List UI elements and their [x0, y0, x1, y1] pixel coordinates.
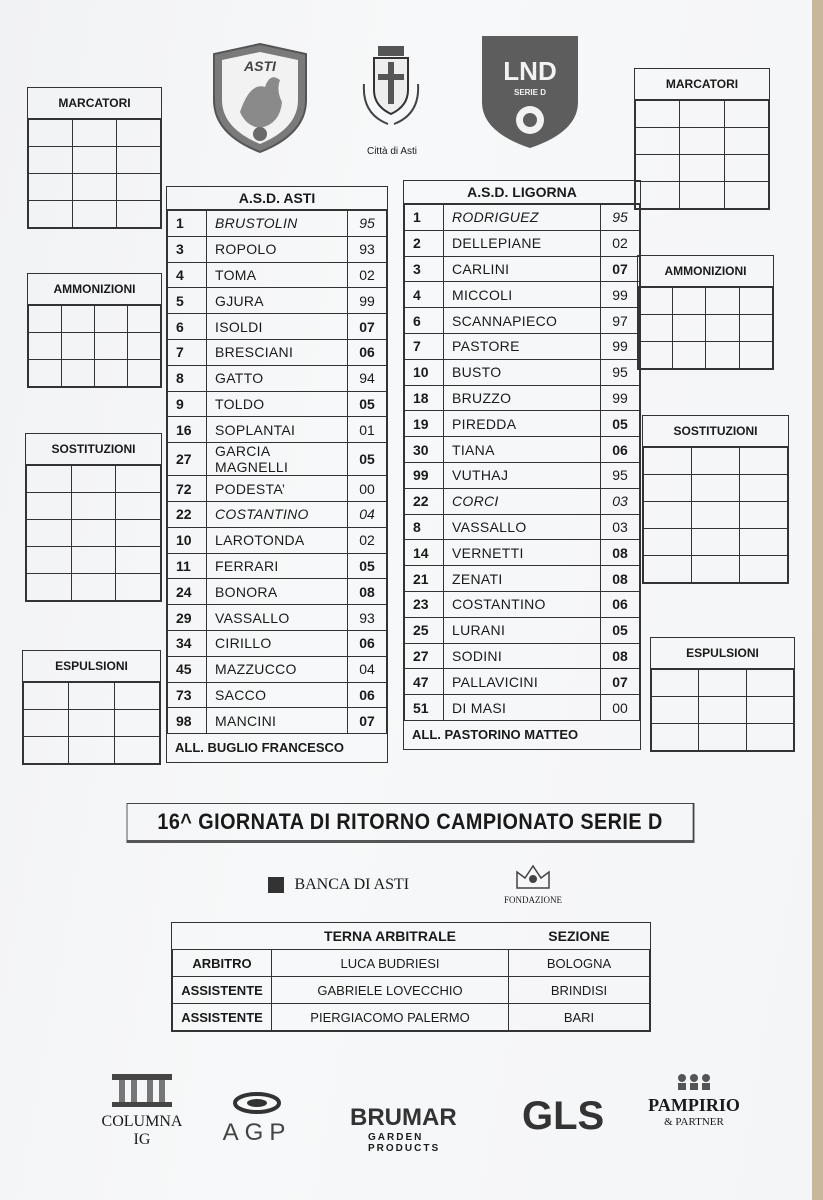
left-ammonizioni-box: [27, 273, 162, 388]
right-espulsioni-box: [650, 637, 795, 752]
birth-year: 06: [348, 339, 387, 365]
shirt-number: 27: [168, 443, 207, 476]
birth-year: 93: [348, 236, 387, 262]
box-title: SOSTITUZIONI: [26, 434, 161, 465]
player-name: VASSALLO: [444, 514, 601, 540]
referee-row: [173, 950, 650, 977]
matchday-banner: 16^ GIORNATA DI RITORNO CAMPIONATO SERIE D: [127, 803, 695, 843]
shirt-number: 3: [168, 236, 207, 262]
player-row: [405, 514, 640, 540]
shirt-number: 10: [405, 359, 444, 385]
shirt-number: 27: [405, 643, 444, 669]
player-row: [405, 591, 640, 617]
shirt-number: 14: [405, 540, 444, 566]
away-team-table: [403, 180, 641, 750]
shirt-number: 7: [405, 333, 444, 359]
pampirio-sub: & PARTNER: [664, 1116, 724, 1128]
shirt-number: 4: [405, 282, 444, 308]
pampirio-text: PAMPIRIO: [648, 1095, 740, 1115]
fondazione-text: FONDAZIONE: [504, 895, 562, 905]
player-row: [405, 230, 640, 256]
shirt-number: 16: [168, 417, 207, 443]
lnd-logo-text: LND: [503, 56, 557, 86]
box-title: SOSTITUZIONI: [643, 416, 788, 447]
player-row: [405, 256, 640, 282]
birth-year: 07: [601, 669, 640, 695]
columna-logo: [92, 1072, 192, 1152]
player-row: [168, 443, 387, 476]
player-row: [168, 553, 387, 579]
left-sostituzioni-box: [25, 433, 162, 602]
bank-icon: [268, 877, 284, 893]
birth-year: 05: [601, 411, 640, 437]
birth-year: 95: [601, 359, 640, 385]
gls-logo: GLS: [522, 1094, 605, 1138]
player-name: COSTANTINO: [444, 591, 601, 617]
lnd-logo: [478, 32, 582, 150]
birth-year: 99: [601, 333, 640, 359]
birth-year: 97: [601, 308, 640, 334]
box-title: ESPULSIONI: [23, 651, 160, 682]
birth-year: 03: [601, 488, 640, 514]
player-name: ZENATI: [444, 566, 601, 592]
player-row: [168, 417, 387, 443]
terna-header: TERNA ARBITRALE: [324, 928, 456, 944]
birth-year: 08: [601, 566, 640, 592]
shirt-number: 23: [405, 591, 444, 617]
birth-year: 03: [601, 514, 640, 540]
brumar-sub: GARDEN PRODUCTS: [368, 1132, 441, 1154]
player-row: [405, 540, 640, 566]
away-team-name: A.S.D. LIGORNA: [404, 181, 640, 204]
player-name: LAROTONDA: [207, 527, 348, 553]
brumar-text: BRUMAR: [350, 1104, 457, 1131]
shirt-number: 45: [168, 656, 207, 682]
shirt-number: 4: [168, 262, 207, 288]
left-espulsioni-box: [22, 650, 161, 765]
bank-name: BANCA DI ASTI: [294, 876, 410, 893]
player-row: [405, 643, 640, 669]
birth-year: 04: [348, 656, 387, 682]
shirt-number: 1: [405, 205, 444, 231]
role: ASSISTENTE: [173, 1004, 272, 1031]
box-title: MARCATORI: [28, 88, 161, 119]
brumar-logo: [350, 1104, 500, 1154]
player-name: RODRIGUEZ: [444, 205, 601, 231]
birth-year: 06: [348, 630, 387, 656]
birth-year: 00: [348, 476, 387, 502]
grid: [28, 305, 161, 387]
player-row: [168, 288, 387, 314]
player-name: ROPOLO: [207, 236, 348, 262]
referee-header-row: [173, 923, 650, 950]
player-row: [405, 669, 640, 695]
grid: [23, 682, 160, 764]
shirt-number: 18: [405, 385, 444, 411]
agp-text: AGP: [222, 1119, 292, 1146]
shirt-number: 99: [405, 462, 444, 488]
player-name: MAZZUCCO: [207, 656, 348, 682]
right-sostituzioni-box: [642, 415, 789, 584]
player-row: [168, 262, 387, 288]
shirt-number: 72: [168, 476, 207, 502]
player-name: SODINI: [444, 643, 601, 669]
box-title: AMMONIZIONI: [638, 256, 773, 287]
birth-year: 05: [601, 617, 640, 643]
city-crest: [358, 44, 424, 130]
player-name: SACCO: [207, 682, 348, 708]
referee-row: [173, 977, 650, 1004]
birth-year: 95: [348, 211, 387, 237]
player-row: [405, 617, 640, 643]
player-row: [168, 656, 387, 682]
player-row: [168, 339, 387, 365]
player-row: [168, 605, 387, 631]
birth-year: 05: [348, 553, 387, 579]
shirt-number: 25: [405, 617, 444, 643]
birth-year: 05: [348, 443, 387, 476]
asti-club-logo: [210, 42, 310, 154]
shirt-number: 7: [168, 339, 207, 365]
shirt-number: 19: [405, 411, 444, 437]
birth-year: 02: [601, 230, 640, 256]
birth-year: 95: [601, 205, 640, 231]
referee-name: GABRIELE LOVECCHIO: [272, 977, 509, 1004]
referee-table: [171, 922, 651, 1032]
home-team-table: [166, 186, 388, 763]
player-name: MICCOLI: [444, 282, 601, 308]
shirt-number: 24: [168, 579, 207, 605]
shirt-number: 10: [168, 527, 207, 553]
birth-year: 02: [348, 527, 387, 553]
birth-year: 94: [348, 365, 387, 391]
player-name: CIRILLO: [207, 630, 348, 656]
player-name: DELLEPIANE: [444, 230, 601, 256]
columna-text: COLUMNA IG: [101, 1113, 183, 1148]
birth-year: 99: [601, 385, 640, 411]
banca-di-asti-logo: [268, 876, 418, 898]
right-ammonizioni-box: [637, 255, 774, 370]
player-name: BRUSTOLIN: [207, 211, 348, 237]
player-name: ISOLDI: [207, 314, 348, 340]
shirt-number: 6: [405, 308, 444, 334]
birth-year: 08: [601, 643, 640, 669]
birth-year: 01: [348, 417, 387, 443]
player-row: [168, 501, 387, 527]
player-name: VERNETTI: [444, 540, 601, 566]
player-row: [168, 314, 387, 340]
player-name: CARLINI: [444, 256, 601, 282]
fondazione-logo: [498, 862, 568, 910]
home-roster: [167, 210, 387, 734]
birth-year: 05: [348, 391, 387, 417]
player-row: [168, 682, 387, 708]
birth-year: 06: [601, 591, 640, 617]
player-row: [405, 488, 640, 514]
player-row: [168, 476, 387, 502]
player-row: [168, 527, 387, 553]
referee-name: LUCA BUDRIESI: [272, 950, 509, 977]
birth-year: 00: [601, 695, 640, 721]
player-row: [168, 391, 387, 417]
birth-year: 99: [348, 288, 387, 314]
player-name: FERRARI: [207, 553, 348, 579]
referee-section: BARI: [509, 1004, 650, 1031]
pampirio-logo: [644, 1072, 744, 1144]
birth-year: 06: [348, 682, 387, 708]
player-row: [405, 333, 640, 359]
player-row: [405, 385, 640, 411]
home-team-name: A.S.D. ASTI: [167, 187, 387, 210]
birth-year: 06: [601, 437, 640, 463]
box-title: MARCATORI: [635, 69, 769, 100]
home-coach: ALL. BUGLIO FRANCESCO: [175, 740, 344, 756]
shirt-number: 22: [168, 501, 207, 527]
shirt-number: 2: [405, 230, 444, 256]
sezione-header: SEZIONE: [548, 928, 610, 944]
player-name: VASSALLO: [207, 605, 348, 631]
player-row: [168, 365, 387, 391]
referee-name: PIERGIACOMO PALERMO: [272, 1004, 509, 1031]
role: ARBITRO: [173, 950, 272, 977]
agp-swirl-icon: [232, 1092, 282, 1114]
player-name: COSTANTINO: [207, 501, 348, 527]
shirt-number: 8: [168, 365, 207, 391]
shirt-number: 34: [168, 630, 207, 656]
player-name: BONORA: [207, 579, 348, 605]
city-label: Città di Asti: [366, 146, 418, 157]
table-edge: [812, 0, 823, 1200]
grid: [28, 119, 161, 228]
shirt-number: 3: [405, 256, 444, 282]
player-name: BRUZZO: [444, 385, 601, 411]
birth-year: 93: [348, 605, 387, 631]
shirt-number: 21: [405, 566, 444, 592]
grid: [635, 100, 769, 209]
birth-year: 07: [601, 256, 640, 282]
shirt-number: 11: [168, 553, 207, 579]
player-row: [405, 462, 640, 488]
shirt-number: 73: [168, 682, 207, 708]
shirt-number: 22: [405, 488, 444, 514]
grid: [643, 447, 788, 583]
lnd-logo-sub: SERIE D: [513, 88, 546, 97]
player-name: LURANI: [444, 617, 601, 643]
player-row: [405, 282, 640, 308]
player-name: SCANNAPIECO: [444, 308, 601, 334]
shirt-number: 30: [405, 437, 444, 463]
player-name: GJURA: [207, 288, 348, 314]
player-row: [405, 695, 640, 721]
player-name: BUSTO: [444, 359, 601, 385]
left-marcatori-box: [27, 87, 162, 229]
box-title: AMMONIZIONI: [28, 274, 161, 305]
right-marcatori-box: [634, 68, 770, 210]
birth-year: 08: [601, 540, 640, 566]
box-title: ESPULSIONI: [651, 638, 794, 669]
player-name: MANCINI: [207, 708, 348, 734]
player-name: VUTHAJ: [444, 462, 601, 488]
player-name: SOPLANTAI: [207, 417, 348, 443]
shirt-number: 1: [168, 211, 207, 237]
player-row: [168, 708, 387, 734]
grid: [26, 465, 161, 601]
player-row: [168, 211, 387, 237]
grid: [638, 287, 773, 369]
birth-year: 04: [348, 501, 387, 527]
player-name: TIANA: [444, 437, 601, 463]
player-row: [405, 411, 640, 437]
player-name: TOLDO: [207, 391, 348, 417]
player-name: TOMA: [207, 262, 348, 288]
away-roster: [404, 204, 640, 721]
role: ASSISTENTE: [173, 977, 272, 1004]
away-coach: ALL. PASTORINO MATTEO: [412, 726, 579, 742]
shirt-number: 5: [168, 288, 207, 314]
player-name: PIREDDA: [444, 411, 601, 437]
player-row: [405, 205, 640, 231]
crown-icon: [513, 862, 553, 890]
shirt-number: 6: [168, 314, 207, 340]
club-logo-text: ASTI: [244, 58, 276, 74]
shirt-number: 51: [405, 695, 444, 721]
shirt-number: 8: [405, 514, 444, 540]
referee-section: BOLOGNA: [509, 950, 650, 977]
grid: [651, 669, 794, 751]
player-name: CORCI: [444, 488, 601, 514]
player-name: GATTO: [207, 365, 348, 391]
agp-logo: [207, 1092, 307, 1148]
player-row: [405, 437, 640, 463]
column-icon: [107, 1072, 177, 1108]
shirt-number: 29: [168, 605, 207, 631]
player-name: DI MASI: [444, 695, 601, 721]
player-name: PASTORE: [444, 333, 601, 359]
birth-year: 08: [348, 579, 387, 605]
player-name: PALLAVICINI: [444, 669, 601, 695]
birth-year: 99: [601, 282, 640, 308]
player-name: GARCIA MAGNELLI: [207, 443, 348, 476]
player-name: BRESCIANI: [207, 339, 348, 365]
referee-section: BRINDISI: [509, 977, 650, 1004]
player-row: [168, 630, 387, 656]
people-icon: [674, 1072, 714, 1090]
shirt-number: 98: [168, 708, 207, 734]
player-row: [168, 579, 387, 605]
birth-year: 02: [348, 262, 387, 288]
shirt-number: 9: [168, 391, 207, 417]
player-row: [405, 566, 640, 592]
birth-year: 07: [348, 708, 387, 734]
player-row: [405, 308, 640, 334]
player-name: PODESTA’: [207, 476, 348, 502]
birth-year: 07: [348, 314, 387, 340]
referee-row: [173, 1004, 650, 1031]
birth-year: 95: [601, 462, 640, 488]
player-row: [168, 236, 387, 262]
shirt-number: 47: [405, 669, 444, 695]
player-row: [405, 359, 640, 385]
